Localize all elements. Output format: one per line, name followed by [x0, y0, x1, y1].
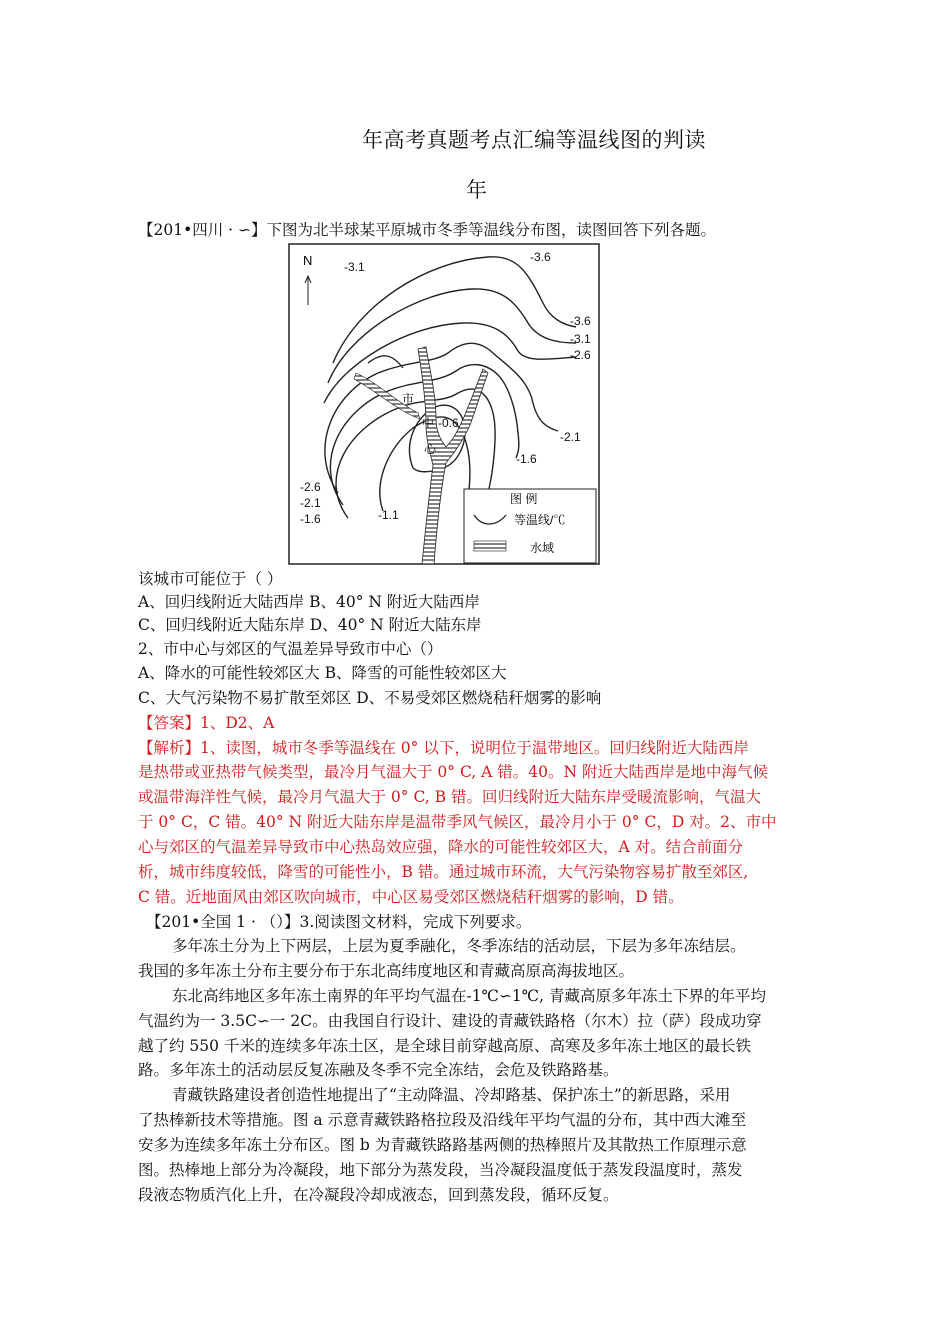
isotherm-label: -1.6 [516, 452, 537, 466]
question-3-header: 【201•全国 1 · （）】3.阅读图文材料，完成下列要求。 [146, 913, 532, 931]
north-label: N [303, 253, 313, 268]
material-paragraph-line: 图。热棒地上部分为冷凝段，地下部分为蒸发段，当冷凝段温度低于蒸发段温度时，蒸发 [138, 1161, 743, 1179]
question-2-stem: 2、市中心与郊区的气温差异导致市中心（） [138, 640, 443, 658]
material-paragraph-line: 东北高纬地区多年冻土南界的年平均气温在-1℃∽1℃, 青藏高原多年冻土下界的年平均 [172, 987, 766, 1005]
legend-water-label: 水域 [530, 541, 555, 555]
question-1-options-cd: C、回归线附近大陆东岸 D、40° N 附近大陆东岸 [138, 616, 482, 634]
isotherm-label: -1.6 [300, 512, 321, 526]
legend-water-icon [474, 541, 506, 551]
isotherm-map [288, 243, 600, 565]
analysis-line: 是热带或亚热带气候类型，最冷月气温大于 0° C, A 错。40。N 附近大陆西岸是地中海气候 [138, 763, 768, 781]
analysis-line: 析，城市纬度较低，降雪的可能性小，B 错。通过城市环流，大气污染物容易扩散至郊区, [138, 863, 749, 881]
isotherm-label: -2.1 [560, 430, 581, 444]
analysis-line: C 错。近地面风由郊区吹向城市，中心区易受郊区燃烧秸秆烟雾的影响，D 错。 [138, 888, 684, 906]
material-paragraph-line: 我国的多年冻土分布主要分布于东北高纬度地区和青藏高原高海拔地区。 [138, 962, 635, 980]
material-paragraph-line: 段液态物质汽化上升，在冷凝段冷却成液态，回到蒸发段，循环反复。 [138, 1186, 619, 1204]
analysis-line: 于 0° C，C 错。40° N 附近大陆东岸是温带季风气候区，最冷月小于 0° C，D 对。2、市中 [138, 813, 777, 831]
isotherm-label: -0.6 [438, 416, 459, 430]
material-paragraph-line: 青藏铁路建设者创造性地提出了“主动降温、冷却路基、保护冻土”的新思路，采用 [172, 1086, 731, 1104]
isotherm-label: -2.6 [570, 348, 591, 362]
material-paragraph-line: 多年冻土分为上下两层，上层为夏季融化，冬季冻结的活动层，下层为多年冻结层。 [172, 937, 746, 955]
question-1-stem: 该城市可能位于（ ） [138, 570, 283, 588]
isotherm-label: -3.1 [344, 260, 365, 274]
isotherm-label: -2.6 [300, 480, 321, 494]
material-paragraph-line: 气温约为一 3.5C∽一 2C。由我国自行设计、建设的青藏铁路格（尔木）拉（萨）段成功穿 [138, 1012, 762, 1030]
analysis-line: 【解析】1、读图，城市冬季等温线在 0° 以下，说明位于温带地区。回归线附近大陆西岸 [138, 739, 749, 757]
isotherm-label: -3.1 [570, 332, 591, 346]
document-title: 年高考真题考点汇编等温线图的判读 [362, 128, 706, 152]
legend-isotherm-label: 等温线/℃ [514, 513, 566, 527]
material-paragraph-line: 了热棒新技术等措施。图 a 示意青藏铁路格拉段及沿线年平均气温的分布，其中西大滩至 [138, 1111, 747, 1129]
analysis-line: 或温带海洋性气候，最冷月气温大于 0° C, B 错。回归线附近大陆东岸受暖流影响，气温大 [138, 788, 761, 806]
question-2-options-cd: C、大气污染物不易扩散至郊区 D、不易受郊区燃烧秸秆烟雾的影响 [138, 689, 602, 707]
analysis-line: 心与郊区的气温差异导致市中心热岛效应强，降水的可能性较郊区大，A 对。结合前面分 [138, 838, 744, 856]
map-legend [464, 489, 596, 563]
isotherm-map-figure [288, 243, 600, 565]
material-paragraph-line: 越了约 550 千米的连续多年冻土区，是全球目前穿越高原、高寒及多年冻土地区的最长铁 [138, 1037, 751, 1055]
question-1-options-ab: A、回归线附近大陆西岸 B、40° N 附近大陆西岸 [138, 593, 480, 611]
question-2-options-ab: A、降水的可能性较郊区大 B、降雪的可能性较郊区大 [138, 664, 507, 682]
legend-title: 图 例 [510, 492, 538, 506]
isotherm-label: -3.6 [530, 250, 551, 264]
svg-text:市: 市 [402, 392, 415, 406]
svg-text:心: 心 [424, 442, 437, 456]
document-subtitle: 年 [466, 178, 487, 202]
material-paragraph-line: 安多为连续多年冻土分布区。图 b 为青藏铁路路基两侧的热棒照片及其散热工作原理示意 [138, 1136, 747, 1154]
material-paragraph-line: 路。多年冻土的活动层反复冻融及冬季不完全冻结，会危及铁路路基。 [138, 1061, 619, 1079]
svg-text:中: 中 [422, 416, 435, 430]
isotherm-label: -3.6 [570, 314, 591, 328]
question-1-header: 【201•四川 · ∽】下图为北半球某平原城市冬季等温线分布图，读图回答下列各题。 [138, 221, 716, 239]
isotherm-label: -1.1 [378, 508, 399, 522]
isotherm-label: -2.1 [300, 496, 321, 510]
answer-line: 【答案】1、D2、A [138, 714, 275, 732]
